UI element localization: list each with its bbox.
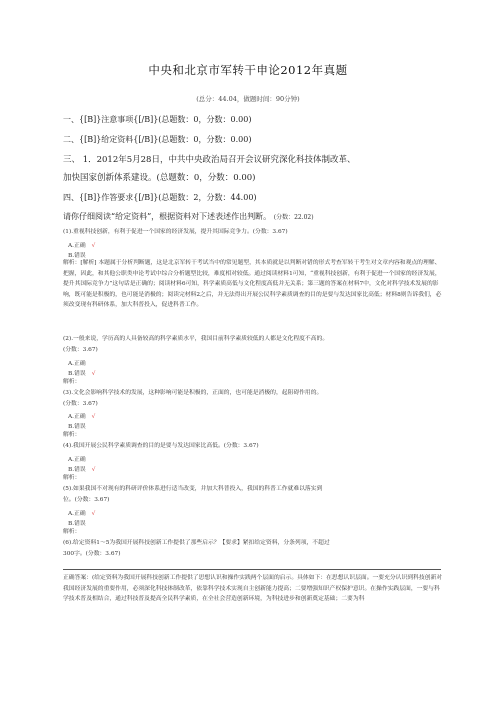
question-2-stem: (2).一般来说，学历高的人具备较高的科学素质水平，我国目前科学素质较低的人都是文化程度不高的。	[63, 336, 329, 342]
check-mark-icon: √	[91, 511, 96, 517]
check-mark-icon: √	[91, 371, 96, 377]
question-4-option-b	[68, 464, 95, 473]
question-2-analysis: 解析：	[63, 379, 81, 385]
check-mark-icon: √	[91, 414, 96, 420]
exam-meta: (总分：44.04，做题时间：90分钟)	[196, 95, 300, 103]
section-3-line-2: 加快国家创新体系建设。(总题数：0，分数：0.00)	[63, 173, 256, 183]
question-2-score: (分数：3.67)	[63, 347, 98, 353]
question-5-analysis: 解析：	[63, 529, 81, 535]
question-6-answer: 正确答案：(给定资料为我国开展科技创新工作提供了思想认识和操作实践两个层面的启示。具体如下：在思想认识层面。一要充分认识到科技创新对我国经济发展的重要作用，必须深化科技体制改革，依靠科学技术实现自主创新能力提高；二要增强知识产权保护意识。在操作实践层面，一要与科学技术普及相结合，通过科技普及提高全民科学素质，在全社会营造创新环境，为科技进步和创新奠定基础；二要为科	[63, 575, 443, 603]
answer-divider	[63, 569, 441, 570]
section-3-line-1: 三、 1．2012年5月28日，中共中央政治局召开会议研究深化科技体制改革、	[63, 155, 356, 165]
question-4-option-a: A.正确	[68, 457, 86, 463]
question-6-stem: (6).给定资料1～5为我国开展科技创新工作提供了那些启示？【要求】紧扣给定资料，分条列项，不超过	[63, 540, 330, 546]
instruction-text: 请你仔细阅读“给定资料”，根据资料对下述表述作出判断。	[63, 212, 272, 221]
question-4-analysis: 解析：	[63, 475, 81, 481]
option-label: A.正确	[68, 511, 86, 517]
check-mark-icon: √	[91, 243, 96, 249]
question-1-analysis: 解析：[解析] 本题属于分析判断题，这是北京军转干考试当中的常见题型，其本质就是以判断对错的形式考查军转干考生对文章内容和观点的理解、把握，因此，和其他公职类申论考试中综合分析题型比较，难度相对较低。通过阅读材料1可知，“重视科技创新，有利于促进一个国家的经济发展，提升其国际竞争力”这句话是正确的；阅读材料6可知，科学素质高低与文化程度高低并无关系；第三题的答案在材料7中，文化对科学技术发展的影响，既可能是积极的，也可能是消极的；阅读完材料2之后，并无法得出开展公民科学素质调查的目的是要与发达国家比高低；材料8则告诉我们，必须改变现有科研体系，加大科普投入，促进科普工作。	[63, 260, 442, 309]
question-5-stem: (5).如果我国不对现有的科研评价体系进行适当改变，并加大科普投入，我国的科普工作就难以落实到	[63, 486, 323, 492]
question-2-option-a: A.正确	[68, 361, 86, 367]
option-label: A.正确	[68, 414, 86, 420]
section-4: 四、{[B]}作答要求{[/B]}(总题数：2，分数：44.00)	[63, 193, 257, 202]
question-4-stem: (4).我国开展公民科学素质调查的目的是要与发达国家比高低。(分数：3.67)	[63, 443, 259, 449]
option-label: B.错误	[68, 467, 86, 473]
question-3-analysis: 解析：	[63, 432, 81, 438]
document-title: 中央和北京市军转干申论2012年真题	[148, 63, 348, 77]
option-label: A.正确	[68, 243, 86, 249]
instruction	[63, 211, 314, 222]
question-3-stem: (3).文化会影响科学技术的发展，这种影响可能是积极的，正面的，也可能是消极的，起阻碍作用的。	[63, 390, 323, 396]
section-1: 一、{[B]}注意事项{[/B]}(总题数：0，分数：0.00)	[63, 115, 252, 124]
question-5-option-a	[68, 508, 95, 517]
question-5-stem-2: 位。(分数：3.67)	[63, 497, 110, 503]
check-mark-icon: √	[91, 467, 96, 473]
question-3-option-a	[68, 411, 95, 420]
question-5-option-b: B.错误	[68, 521, 86, 527]
section-2: 二、{[B]}给定资料{[/B]}(总题数：0，分数：0.00)	[63, 135, 252, 144]
question-3-option-b: B.错误	[68, 424, 86, 430]
question-6-stem-2: 300字。(分数：3.67)	[63, 551, 121, 557]
question-1-option-b: B.错误	[68, 253, 86, 259]
question-3-score: (分数：3.67)	[63, 401, 98, 407]
question-1-option-a	[68, 240, 95, 249]
instruction-score: (分数：22.02)	[273, 214, 314, 221]
option-label: B.错误	[68, 371, 86, 377]
question-2-option-b	[68, 368, 95, 377]
question-1-stem: (1).重视科技创新，有利于促进一个国家的经济发展，提升其国际竞争力。(分数：3.67)	[63, 229, 288, 235]
